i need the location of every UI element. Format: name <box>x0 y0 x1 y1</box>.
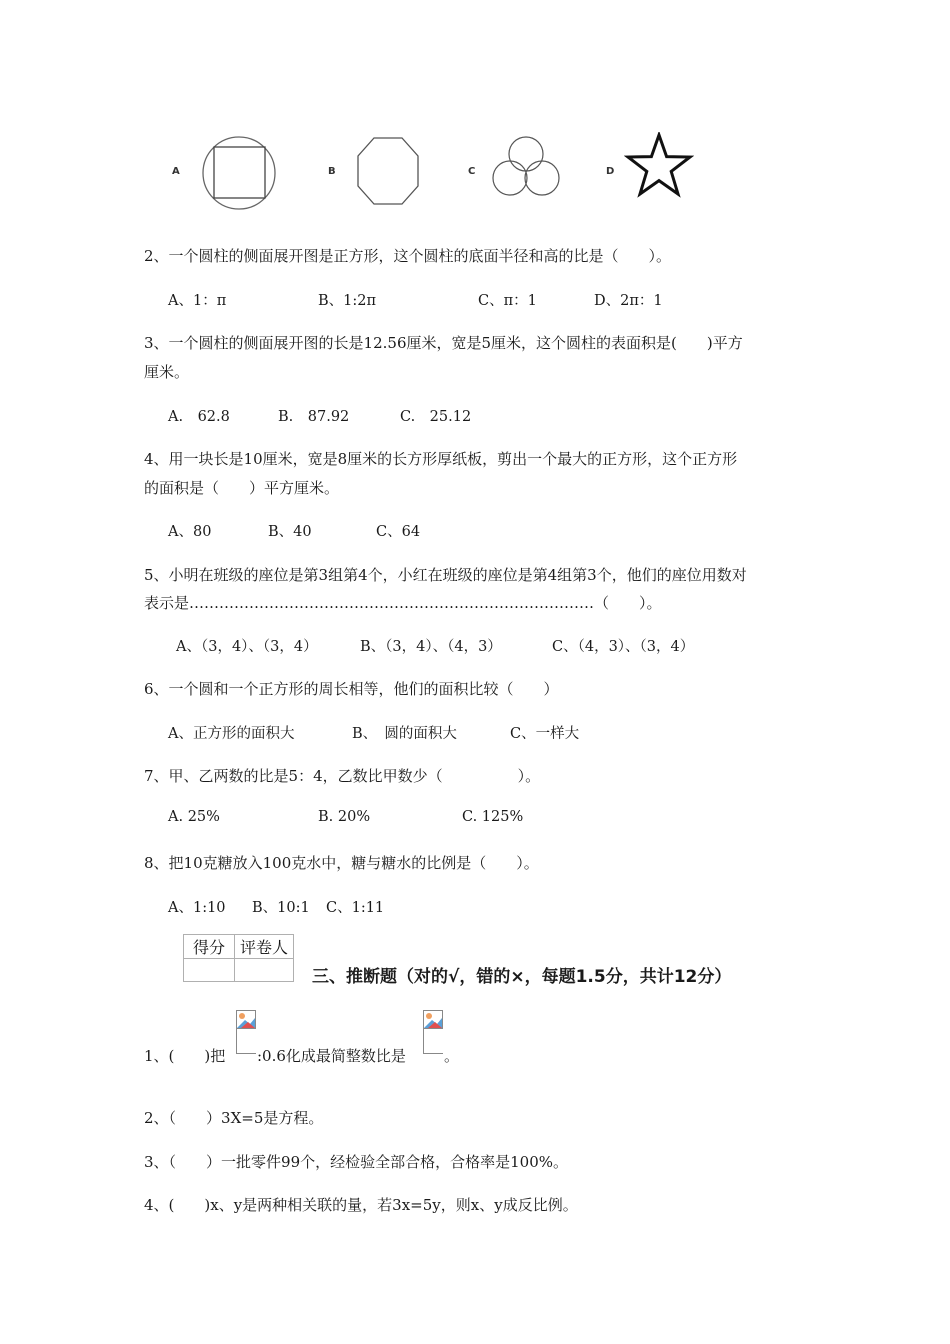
judge-item-1-post: 。 <box>444 1047 460 1065</box>
grader-header: 评卷人 <box>235 935 294 959</box>
broken-image-icon <box>236 1010 256 1054</box>
question-4-stem-line2: 的面积是（ ）平方厘米。 <box>144 479 340 497</box>
judge-item-1-mid: :0.6化成最简整数比是 <box>257 1047 406 1065</box>
question-4-option-c: C、64 <box>376 524 421 540</box>
judge-item-2: 2、（ ）3X=5是方程。 <box>144 1109 324 1127</box>
question-6-option-a: A、正方形的面积大 <box>168 726 295 742</box>
circle-square-shape <box>198 134 282 212</box>
judge-item-3: 3、（ ）一批零件99个，经检验全部合格，合格率是100%。 <box>144 1153 569 1171</box>
question-2-option-d: D、2π：1 <box>594 293 663 309</box>
question-7-stem: 7、甲、乙两数的比是5：4，乙数比甲数少（ ）。 <box>144 767 541 785</box>
question-3-option-c: C. 25.12 <box>400 409 472 425</box>
figure-label-c: C <box>468 166 476 177</box>
question-5-stem-line1: 5、小明在班级的座位是第3组第4个，小红在班级的座位是第4组第3个，他们的座位用数对 <box>144 566 747 584</box>
score-header: 得分 <box>184 935 235 959</box>
question-4-option-b: B、40 <box>268 524 312 540</box>
judge-item-1-pre: 1、( )把 <box>144 1047 226 1065</box>
question-4-stem-line1: 4、用一块长是10厘米，宽是8厘米的长方形厚纸板，剪出一个最大的正方形，这个正方形 <box>144 450 738 468</box>
figure-label-d: D <box>606 166 615 177</box>
question-6-option-b: B、 圆的面积大 <box>352 726 457 742</box>
question-8-stem: 8、把10克糖放入100克水中，糖与糖水的比例是（ ）。 <box>144 854 539 872</box>
question-5-option-b: B、（3，4）、（4，3） <box>360 639 502 655</box>
grader-cell[interactable] <box>235 959 294 982</box>
question-8-option-a: A、1:10 <box>168 900 226 916</box>
question-6-option-c: C、一样大 <box>510 726 580 742</box>
question-8-option-b: B、10:1 <box>252 900 310 916</box>
question-2-option-c: C、π：1 <box>478 293 537 309</box>
question-4-option-a: A、80 <box>168 524 212 540</box>
question-2-option-b: B、1:2π <box>318 293 377 309</box>
figure-label-b: B <box>328 166 336 177</box>
question-5-option-c: C、（4，3）、（3，4） <box>552 639 695 655</box>
star-shape <box>624 132 694 198</box>
question-3-stem-line1: 3、一个圆柱的侧面展开图的长是12.56厘米，宽是5厘米，这个圆柱的表面积是( )平方 <box>144 334 743 352</box>
judge-item-4: 4、( )x、y是两种相关联的量，若3x=5y，则x、y成反比例。 <box>144 1196 578 1214</box>
octagon-shape <box>352 134 424 210</box>
question-7-option-b: B. 20% <box>318 809 371 825</box>
question-3-option-b: B. 87.92 <box>278 409 350 425</box>
three-circles-shape <box>488 134 564 198</box>
score-table <box>183 934 294 982</box>
question-5-option-a: A、（3，4）、（3，4） <box>176 639 318 655</box>
question-8-option-c: C、1:11 <box>326 900 385 916</box>
broken-image-icon <box>423 1010 443 1054</box>
question-2-stem: 2、一个圆柱的侧面展开图是正方形，这个圆柱的底面半径和高的比是（ ）。 <box>144 247 672 265</box>
question-3-option-a: A. 62.8 <box>168 409 230 425</box>
section-3-title: 三、推断题（对的√，错的×，每题1.5分，共计12分） <box>312 967 732 987</box>
score-cell[interactable] <box>184 959 235 982</box>
question-3-stem-line2: 厘米。 <box>144 363 190 381</box>
question-7-option-c: C. 125% <box>462 809 524 825</box>
question-6-stem: 6、一个圆和一个正方形的周长相等，他们的面积比较（ ） <box>144 680 559 698</box>
question-7-option-a: A. 25% <box>168 809 220 825</box>
question-2-option-a: A、1：π <box>168 293 227 309</box>
figure-label-a: A <box>172 166 180 177</box>
question-5-stem-line2: 表示是………………………………………………………………………（ ）。 <box>144 594 662 612</box>
